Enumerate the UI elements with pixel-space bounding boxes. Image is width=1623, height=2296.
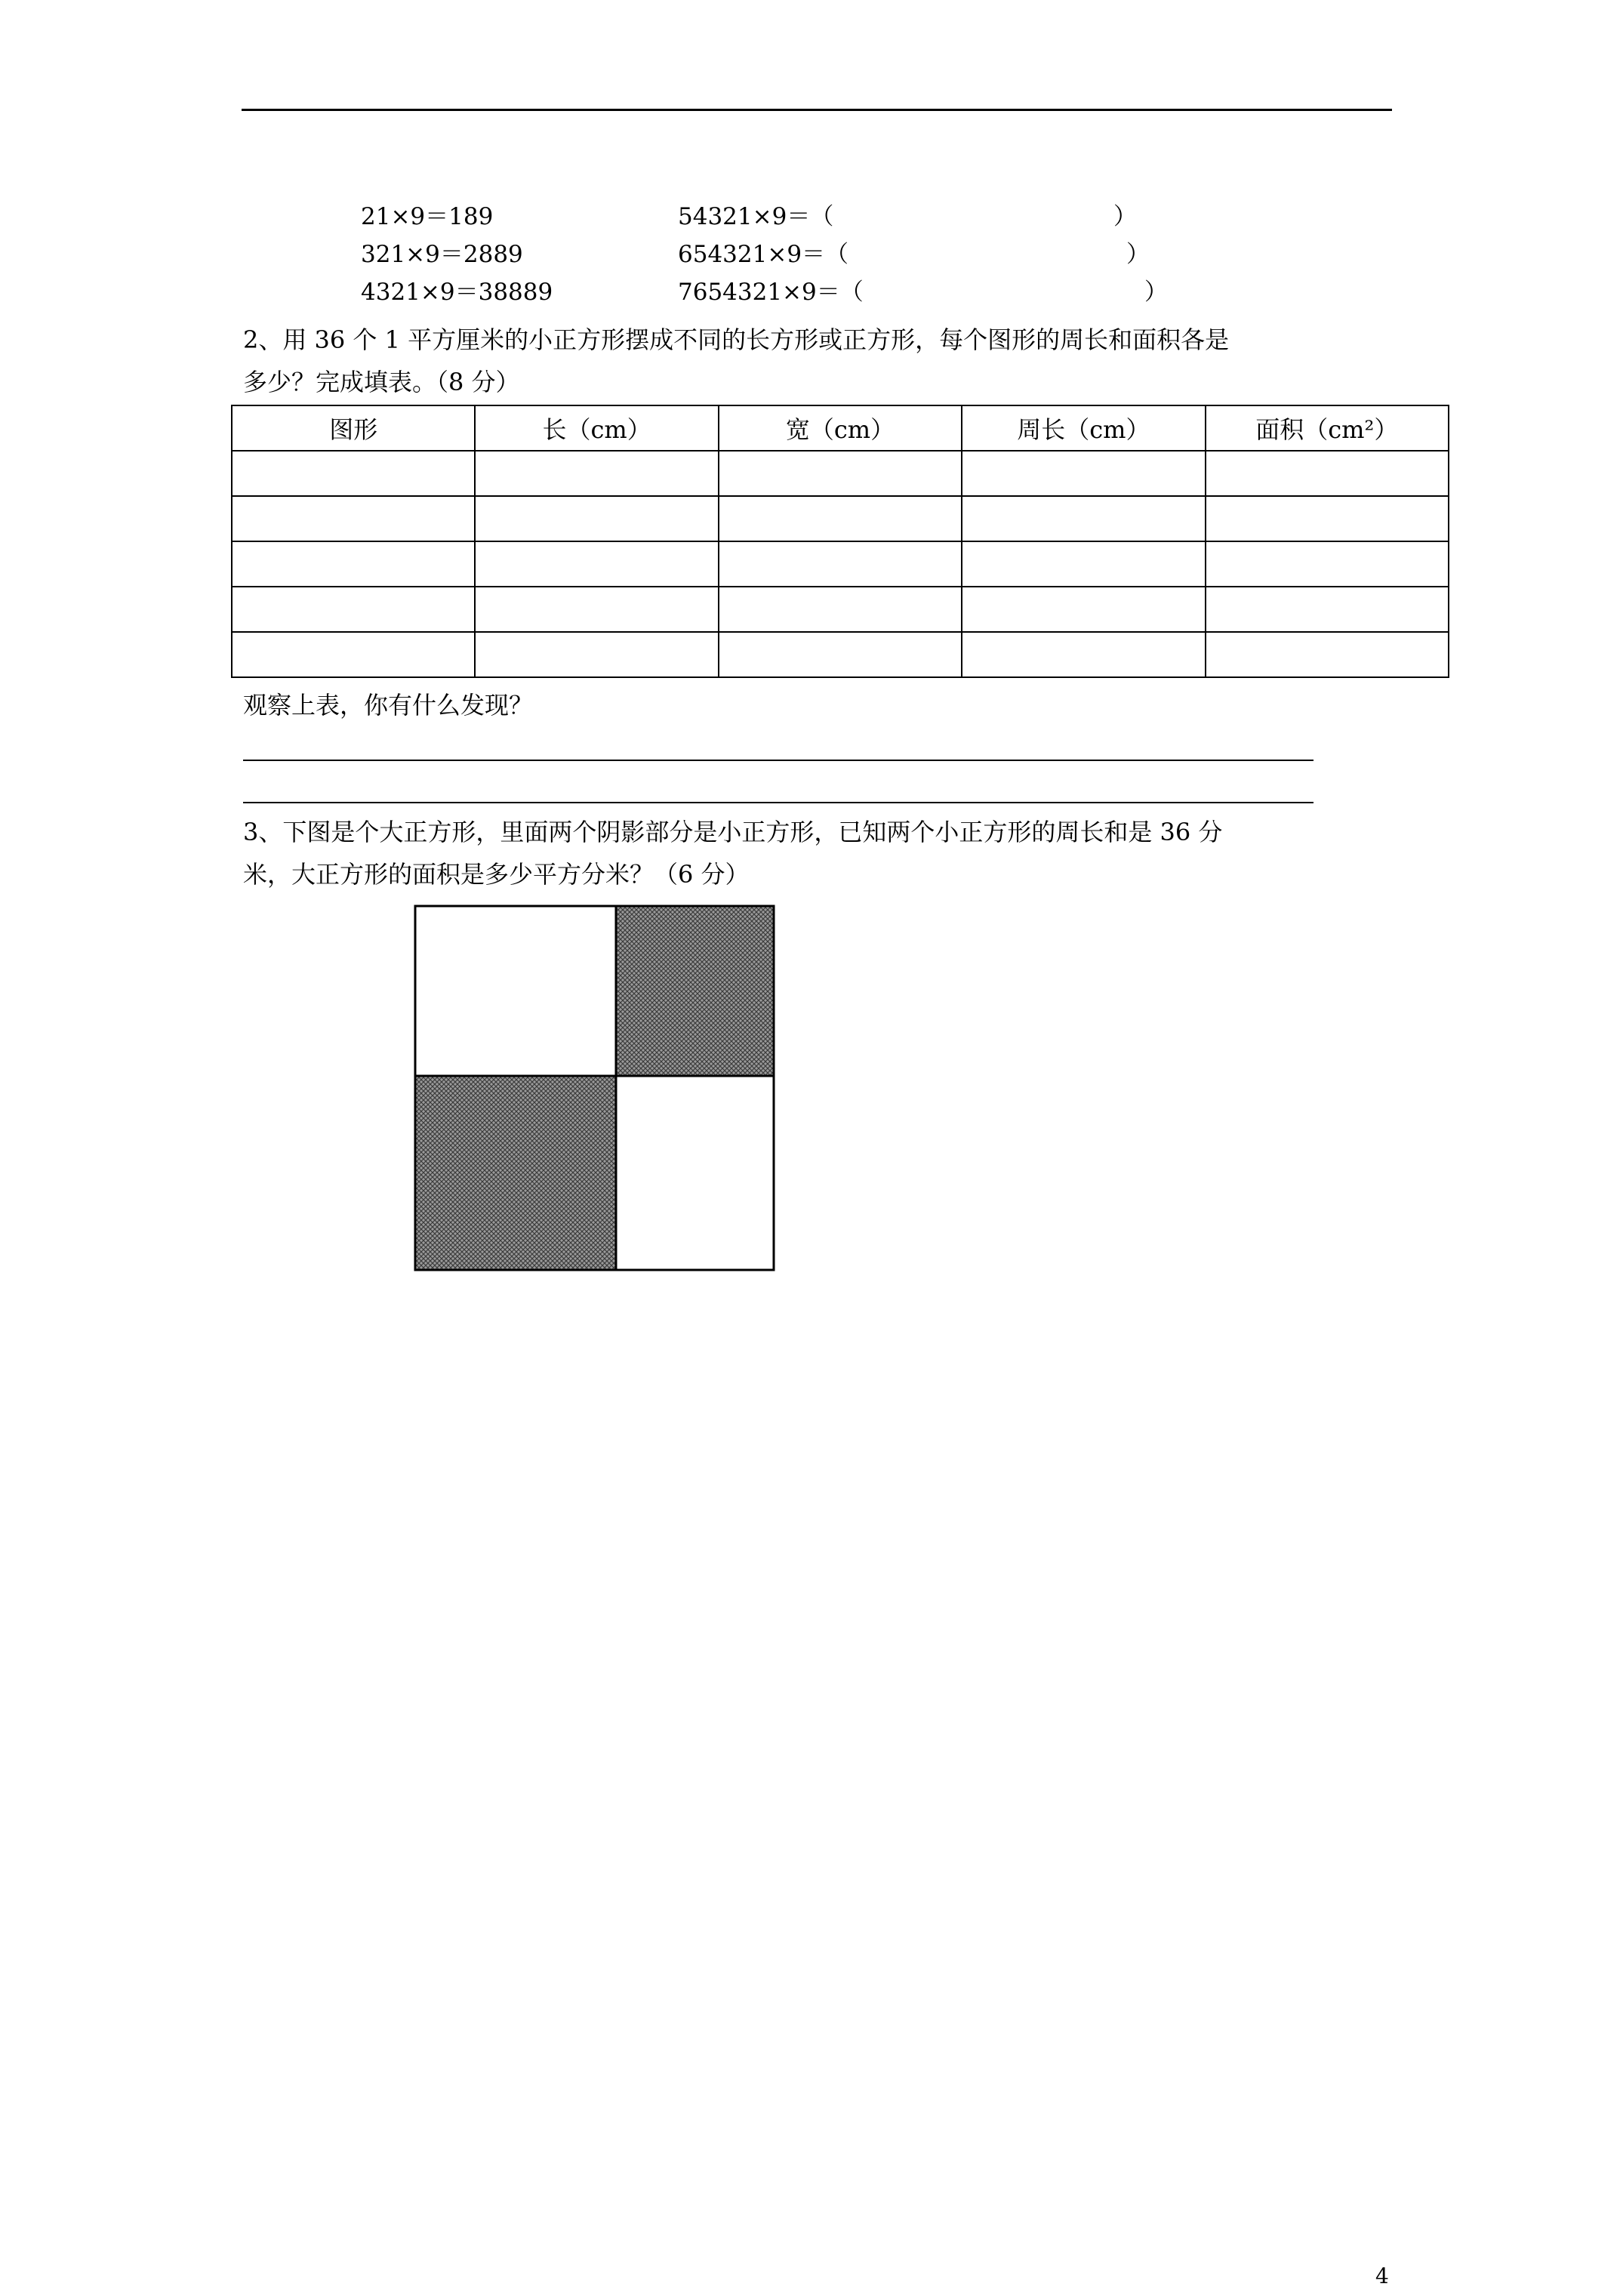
equation-right-3-close: ） [1144, 279, 1168, 306]
question2-line1: 2、用 36 个 1 平方厘米的小正方形摆成不同的长方形或正方形，每个图形的周长和面积各是 [243, 325, 1230, 354]
page-number: 4 [1375, 2264, 1389, 2288]
equation-left-1: 21×9＝189 [361, 203, 494, 230]
answer-line-1[interactable] [243, 760, 1313, 761]
table-cell[interactable] [1206, 451, 1449, 496]
table-cell[interactable] [719, 451, 962, 496]
observe-prompt: 观察上表，你有什么发现？ [243, 691, 534, 720]
table-cell[interactable] [475, 632, 718, 677]
square-diagram [408, 898, 785, 1276]
table-cell[interactable] [719, 587, 962, 632]
table-row [232, 541, 1449, 587]
table-cell[interactable] [962, 496, 1205, 541]
table-cell[interactable] [962, 451, 1205, 496]
table-header-cell: 图形 [232, 405, 475, 451]
table-cell[interactable] [232, 451, 475, 496]
question3-line1: 3、下图是个大正方形，里面两个阴影部分是小正方形，已知两个小正方形的周长和是 36 分 [243, 818, 1223, 846]
table-cell[interactable] [719, 496, 962, 541]
equation-right-2: 654321×9＝（ [678, 241, 849, 268]
answer-line-2[interactable] [243, 802, 1313, 803]
equation-right-1: 54321×9＝（ [678, 203, 834, 230]
table-cell[interactable] [475, 496, 718, 541]
equation-right-1-close: ） [1113, 203, 1137, 230]
equation-right-3: 7654321×9＝（ [678, 279, 864, 306]
table-header-cell: 宽（cm） [719, 405, 962, 451]
table-row [232, 587, 1449, 632]
table-cell[interactable] [962, 587, 1205, 632]
question3-line2: 米，大正方形的面积是多少平方分米？（6 分） [243, 860, 750, 889]
table-cell[interactable] [719, 541, 962, 587]
table-cell[interactable] [1206, 496, 1449, 541]
table-row [232, 632, 1449, 677]
header-rule [242, 109, 1392, 111]
table-cell[interactable] [232, 587, 475, 632]
table-cell[interactable] [232, 496, 475, 541]
table-cell[interactable] [962, 632, 1205, 677]
table-cell[interactable] [475, 541, 718, 587]
table-cell[interactable] [962, 541, 1205, 587]
equation-left-3: 4321×9＝38889 [361, 279, 553, 306]
shaded-small-square-bottom-left [415, 1076, 616, 1270]
table-cell[interactable] [1206, 587, 1449, 632]
table-header-cell: 面积（cm²） [1206, 405, 1449, 451]
shaded-small-square-top-right [616, 906, 774, 1076]
table-header-cell: 周长（cm） [962, 405, 1205, 451]
table-cell[interactable] [1206, 541, 1449, 587]
answer-table [231, 405, 1449, 678]
table-row [232, 496, 1449, 541]
table-cell[interactable] [719, 632, 962, 677]
table-row [232, 451, 1449, 496]
table-cell[interactable] [232, 541, 475, 587]
table-header-row [232, 405, 1449, 451]
table-header-cell: 长（cm） [475, 405, 718, 451]
table-cell[interactable] [475, 587, 718, 632]
table-cell[interactable] [475, 451, 718, 496]
question2-line2: 多少？完成填表。（8 分） [243, 368, 520, 396]
equation-right-2-close: ） [1126, 241, 1150, 268]
table-cell[interactable] [232, 632, 475, 677]
equation-left-2: 321×9＝2889 [361, 241, 523, 268]
table-cell[interactable] [1206, 632, 1449, 677]
